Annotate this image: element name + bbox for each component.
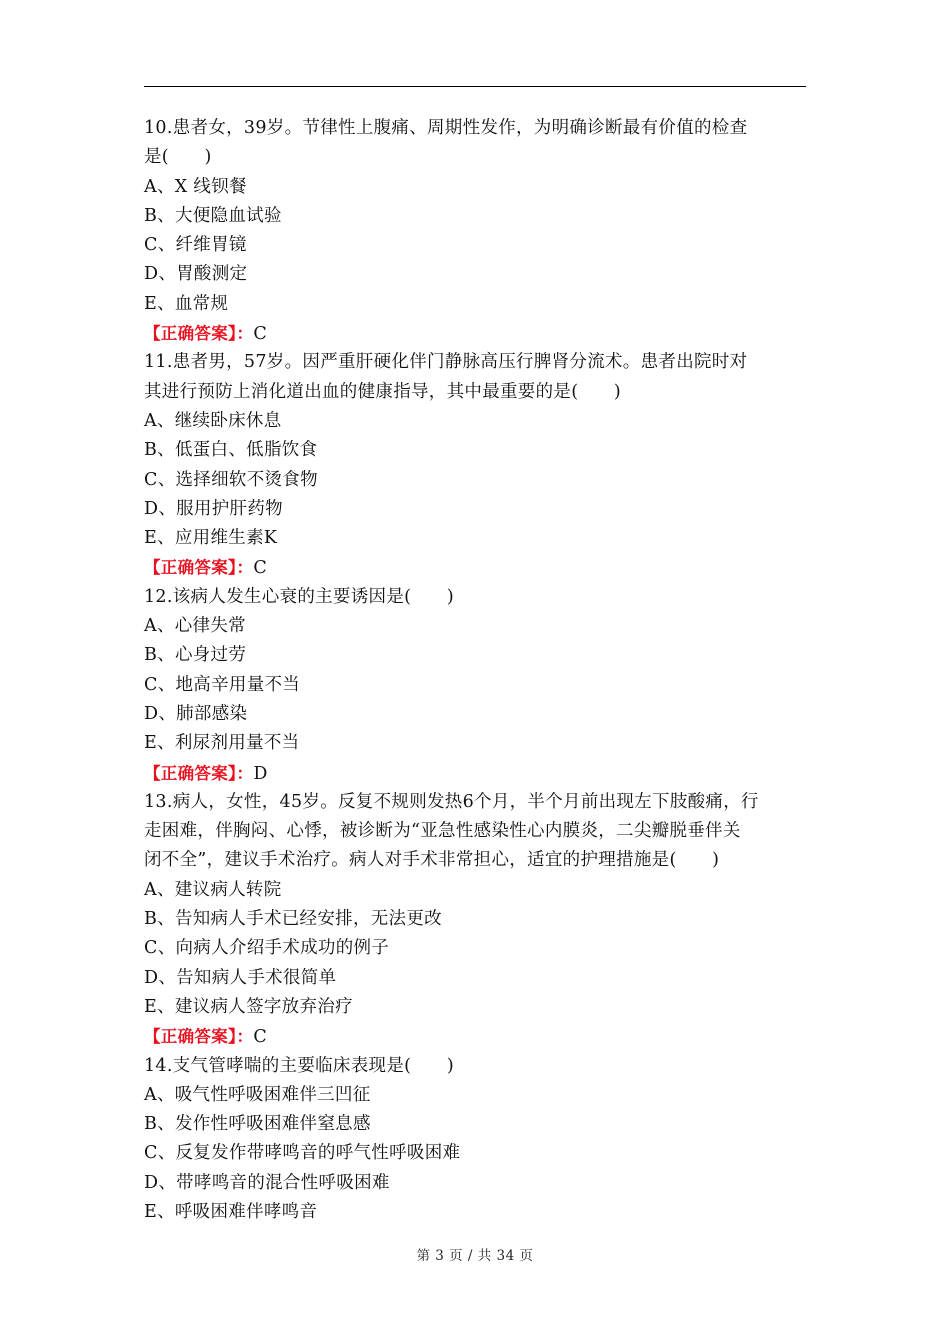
answer-row <box>144 759 809 788</box>
answer-label: 【正确答案】： <box>144 763 254 783</box>
option-c: C、纤维胃镜 <box>144 235 247 256</box>
answer-label: 【正确答案】： <box>144 558 254 578</box>
question-stem: 13.病人，女性，45岁。反复不规则发热6个月，半个月前出现左下肢酸痛，行 <box>144 791 759 812</box>
option-c: C、地高辛用量不当 <box>144 674 301 695</box>
question-stem: 是( ) <box>144 147 212 168</box>
option-c: C、反复发作带哮鸣音的呼气性呼吸困难 <box>144 1143 461 1164</box>
option-a: A、建议病人转院 <box>144 879 282 900</box>
page-number-footer: 第 3 页 / 共 34 页 <box>416 1248 534 1264</box>
header-rule <box>144 86 806 87</box>
answer-label: 【正确答案】： <box>144 324 254 344</box>
option-d: D、带哮鸣音的混合性呼吸困难 <box>144 1172 390 1193</box>
question-stem: 14.支气管哮喘的主要临床表现是( ) <box>144 1055 454 1076</box>
option-d: D、肺部感染 <box>144 703 248 724</box>
question-stem: 走困难，伴胸闷、心悸，被诊断为“亚急性感染性心内膜炎，二尖瓣脱垂伴关 <box>144 821 741 842</box>
option-a: A、X 线钡餐 <box>144 176 247 197</box>
answer-label: 【正确答案】： <box>144 1027 254 1047</box>
question-stem: 闭不全”，建议手术治疗。病人对手术非常担心，适宜的护理措施是( ) <box>144 850 720 871</box>
question-stem: 11.患者男，57岁。因严重肝硬化伴门静脉高压行脾肾分流术。患者出院时对 <box>144 352 748 373</box>
question-13 <box>144 788 809 1052</box>
question-stem: 12.该病人发生心衰的主要诱因是( ) <box>144 586 454 607</box>
question-14 <box>144 1052 809 1228</box>
question-content <box>144 114 809 1227</box>
option-b: B、发作性呼吸困难伴窒息感 <box>144 1114 371 1135</box>
question-11 <box>144 348 809 582</box>
answer-value: C <box>253 324 268 345</box>
answer-row <box>144 553 809 582</box>
option-e: E、血常规 <box>144 293 229 314</box>
question-12 <box>144 583 809 788</box>
option-a: A、吸气性呼吸困难伴三凹征 <box>144 1084 371 1105</box>
option-e: E、建议病人签字放弃治疗 <box>144 996 353 1017</box>
option-c: C、选择细软不烫食物 <box>144 469 318 490</box>
answer-value: C <box>253 558 268 579</box>
answer-value: D <box>253 763 268 784</box>
option-b: B、告知病人手术已经安排，无法更改 <box>144 909 442 930</box>
option-b: B、大便隐血试验 <box>144 205 282 226</box>
option-a: A、心律失常 <box>144 616 246 637</box>
answer-value: C <box>253 1027 268 1048</box>
option-e: E、利尿剂用量不当 <box>144 733 300 754</box>
answer-row <box>144 1022 809 1051</box>
option-b: B、低蛋白、低脂饮食 <box>144 440 318 461</box>
option-b: B、心身过劳 <box>144 645 247 666</box>
question-10 <box>144 114 809 348</box>
option-d: D、服用护肝药物 <box>144 498 283 519</box>
option-e: E、呼吸困难伴哮鸣音 <box>144 1201 318 1222</box>
answer-row <box>144 319 809 348</box>
option-d: D、告知病人手术很简单 <box>144 967 337 988</box>
question-stem: 其进行预防上消化道出血的健康指导，其中最重要的是( ) <box>144 381 622 402</box>
option-d: D、胃酸测定 <box>144 264 248 285</box>
question-stem: 10.患者女，39岁。节律性上腹痛、周期性发作，为明确诊断最有价值的检查 <box>144 118 748 138</box>
option-a: A、继续卧床休息 <box>144 410 282 431</box>
option-e: E、应用维生素K <box>144 528 278 549</box>
option-c: C、向病人介绍手术成功的例子 <box>144 938 390 959</box>
